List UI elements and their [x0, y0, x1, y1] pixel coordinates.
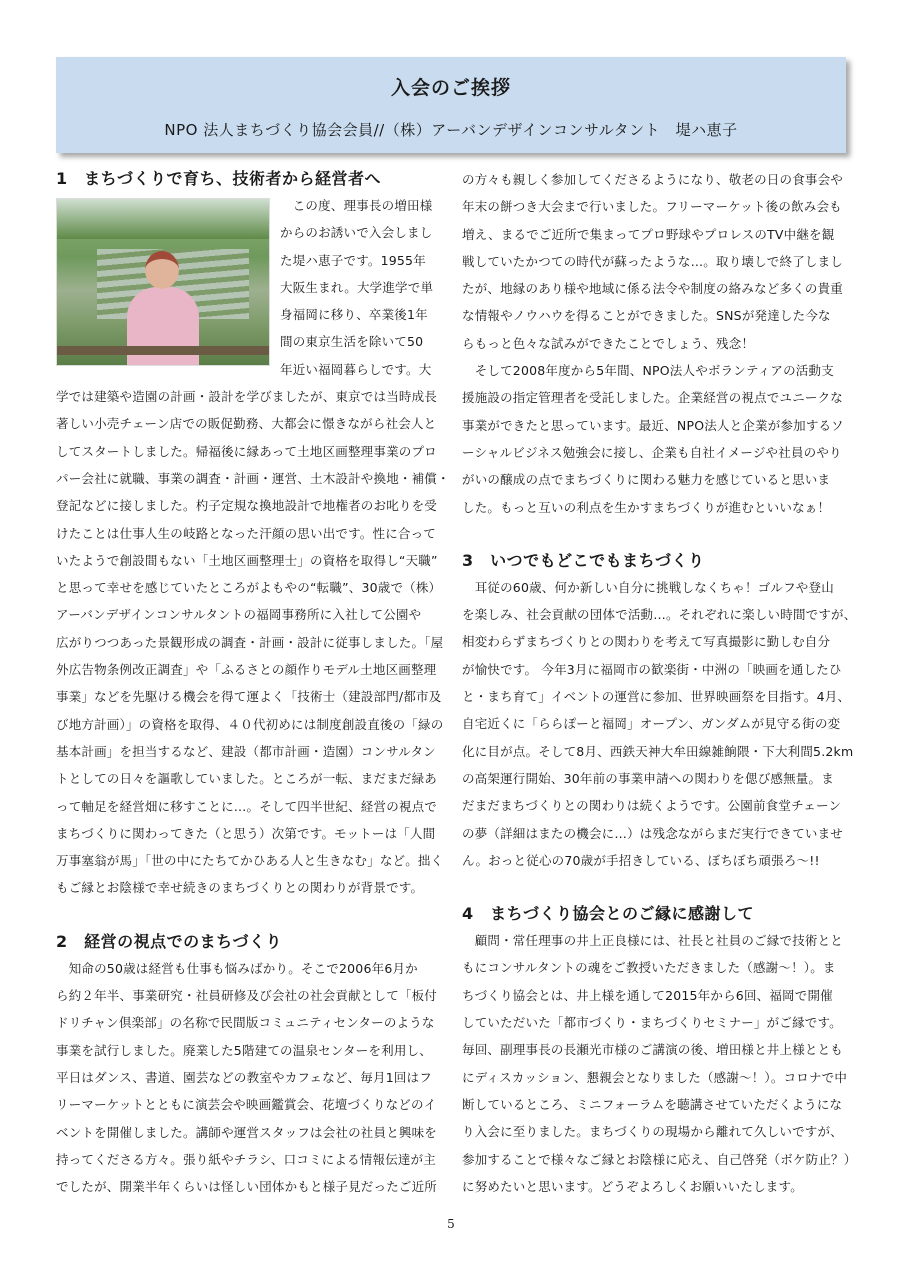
- text-line: アーバンデザインコンサルタントの福岡事務所に入社して公園や: [56, 607, 422, 623]
- text-line: けたことは仕事人生の岐路となった汗顔の思い出です。性に合って: [56, 525, 437, 541]
- text-line: ちづくり協会とは、井上様を通して2015年から6回、福岡で開催: [462, 987, 833, 1003]
- text-line: が愉快です。 今年3月に福岡市の歓楽街・中洲の「映画を通したひ: [462, 661, 842, 677]
- text-line: 持ってくださる方々。張り紙やチラシ、口コミによる情報伝達が主: [56, 1151, 437, 1167]
- text-line: 事業」などを先駆ける機会を得て運よく「技術士（建設部門/都市及: [56, 689, 442, 705]
- text-line: もにコンサルタントの魂をご教授いただきました（感謝～！）。ま: [462, 960, 836, 976]
- text-line: と・まち育て」イベントの運営に参加、世界映画祭を目指す。4月、: [462, 689, 851, 705]
- text-line: の方々も親しく参加してくださるようになり、敬老の日の食事会や: [462, 172, 844, 187]
- text-line: 戦していたかつての時代が蘇ったような…。取り壊しで終了しまし: [462, 253, 844, 269]
- text-line: もご縁とお陰様で幸せ続きのまちづくりとの関わりが背景です。: [56, 880, 424, 896]
- text-line: り入会に至りました。まちづくりの現場から離れて久しいですが、: [462, 1124, 843, 1140]
- text-line: に努めたいと思います。どうぞよろしくお願いいたします。: [462, 1178, 803, 1194]
- text-line: パー会社に就職、事業の調査・計画・運営、土木設計や換地・補償・: [56, 470, 450, 486]
- text-line: の高架運行開始、30年前の事業申請への関わりを偲び感無量。ま: [462, 770, 834, 786]
- text-line: 万事塞翁が馬」「世の中にたちてかひある人と生きなむ」など。拙く: [56, 853, 444, 869]
- section-2-body: [56, 955, 444, 1201]
- text-line: び地方計画）」の資格を取得、４０代初めには制度創設直後の「緑の: [56, 716, 444, 732]
- text-line: 年近い福岡暮らしです。大: [280, 361, 432, 377]
- text-line: ーシャルビジネス勉強会に接し、企業も自社イメージや社員のやり: [462, 444, 842, 460]
- text-line: 参加することで様々なご縁とお陰様に応え、自己啓発（ボケ防止？）: [462, 1151, 857, 1167]
- text-line: がいの醸成の点でまちづくりに関わる魅力を感じていると思いま: [462, 472, 831, 488]
- text-line: の夢（詳細はまたの機会に…）は残念ながらまだ実行できていませ: [462, 825, 844, 841]
- text-line: 耳従の60歳、何か新しい自分に挑戦しなくちゃ！ゴルフや登山: [462, 579, 834, 595]
- text-line: 大阪生まれ。大学進学で単: [280, 279, 434, 295]
- left-column: [56, 166, 450, 1200]
- text-line: にディスカッション、懇親会となりました（感謝～！）。コロナで中: [462, 1069, 848, 1085]
- text-line: 外広告物条例改正調査」や「ふるさとの顔作りモデル土地区画整理: [56, 662, 437, 678]
- text-line: 基本計画」を担当するなど、建設（都市計画・造園）コンサルタン: [56, 743, 436, 759]
- header-box: [56, 57, 846, 153]
- text-line: 援施設の指定管理者を受託しました。企業経営の視点でユニークな: [462, 390, 844, 406]
- text-line: らもっと色々な試みができたことでしょう、残念！: [462, 335, 755, 351]
- text-line: 広がりつつあった景観形成の調査・計画・設計に従事しました。「屋: [56, 634, 444, 650]
- text-line: 化に目が点。そして8月、西鉄天神大牟田線雑餉隈・下大利間5.2km: [462, 743, 854, 759]
- author-line: NPO 法人まちづくり協会会員//（株）アーバンデザインコンサルタント 堤ハ恵子: [164, 121, 738, 139]
- text-line: した。もっと互いの利点を生かすまちづくりが進むといいなぁ！: [462, 499, 831, 515]
- text-line: 平日はダンス、書道、園芸などの教室やカフェなど、毎月1回はフ: [56, 1069, 432, 1085]
- text-line: リーマーケットとともに演芸会や映画鑑賞会、花壇づくりなどのイ: [56, 1097, 437, 1113]
- text-line: だまだまちづくりとの関わりは続くようです。公園前食堂チェーン: [462, 798, 842, 814]
- text-line: 登記などに接しました。杓子定規な換地設計で地権者のお叱りを受: [56, 498, 438, 514]
- text-line: 知命の50歳は経営も仕事も悩みばかり。そこで2006年6月か: [56, 960, 418, 976]
- section-4-body: [462, 927, 857, 1200]
- text-line: まちづくりに関わってきた（と思う）次第です。モットーは「人間: [56, 825, 436, 841]
- text-line: この度、理事長の増田様: [280, 198, 433, 213]
- text-line: からのお誘いで入会しまし: [280, 225, 433, 241]
- text-line: 顧問・常任理事の井上正良様には、社長と社員のご縁で技術とと: [462, 933, 844, 949]
- text-line: って軸足を経営畑に移すことに…。そして四半世紀、経営の視点で: [56, 798, 438, 814]
- text-line: ドリチャン倶楽部」の名称で民間版コミュニティセンターのような: [56, 1015, 435, 1031]
- text-line: 断しているところ、ミニフォーラムを聴講させていただくようにな: [462, 1096, 843, 1112]
- text-line: 自宅近くに「ららぽーと福岡」オープン、ガンダムが見守る街の変: [462, 716, 841, 732]
- text-line: と思って幸せを感じていたところがよもやの“転職”、30歳で（株）: [56, 580, 442, 596]
- text-line: ら約２年半、事業研究・社員研修及び会社の社会貢献として「板付: [56, 988, 438, 1004]
- text-line: な情報やノウハウを得ることができました。SNSが発達した今な: [462, 308, 831, 324]
- text-line: トとしての日々を謳歌していました。ところが一転、まだまだ緑あ: [56, 771, 438, 787]
- text-line: 間の東京生活を除いて50: [280, 334, 424, 350]
- author-photo: [56, 198, 270, 366]
- section-2-title: 2 経営の視点でのまちづくり: [56, 931, 282, 951]
- page-number: 5: [447, 1217, 455, 1231]
- section-1-title: 1 まちづくりで育ち、技術者から経営者へ: [56, 169, 381, 188]
- section-2-body-continued: [462, 166, 850, 521]
- text-line: 相変わらずまちづくりとの関わりを考えて写真撮影に勤しむ自分: [462, 634, 831, 650]
- text-line: 事業を試行しました。廃業した5階建ての温泉センターを利用し、: [56, 1042, 432, 1058]
- right-column: [462, 166, 857, 1200]
- text-line: ベントを開催しました。講師や運営スタッフは会社の社員と興味を: [56, 1124, 438, 1140]
- text-line: いたようで創設間もない「土地区画整理士」の資格を取得し“天職”: [56, 552, 438, 568]
- text-line: ん。おっと従心の70歳が手招きしている、ぼちぼち頑張ろ～!!: [462, 852, 820, 868]
- text-line: た堤ハ恵子です。1955年: [280, 252, 426, 268]
- text-line: 著しい小売チェーン店での販促勤務、大都会に憬きながら社会人と: [56, 416, 437, 432]
- text-line: 身福岡に移り、卒業後1年: [280, 307, 428, 323]
- section-3-body: [462, 574, 857, 874]
- text-line: 事業ができたと思っています。最近、NPO法人と企業が参加するソ: [462, 417, 844, 433]
- text-line: たが、地縁のあり様や地域に係る法令や制度の絡みなど多くの貴重: [462, 281, 844, 297]
- section-4-title: 4 まちづくり協会とのご縁に感謝して: [462, 904, 754, 924]
- text-line: 年末の餅つき大会まで行いました。フリーマーケット後の飲み会も: [462, 199, 842, 215]
- text-line: 毎回、副理事長の長瀬光市様のご講演の後、増田様と井上様ととも: [462, 1042, 844, 1058]
- text-line: 増え、まるでご近所で集まってプロ野球やプロレスのTV中継を観: [462, 226, 835, 242]
- text-line: 学では建築や造園の計画・設計を学びましたが、東京では当時成長: [56, 389, 438, 405]
- text-line: を楽しみ、社会貢献の団体で活動…。それぞれに楽しい時間ですが、: [462, 607, 857, 623]
- page-title: 入会のご挨拶: [390, 77, 511, 99]
- text-line: してスタートしました。帰福後に縁あって土地区画整理事業のプロ: [56, 443, 437, 459]
- text-line: でしたが、開業半年くらいは怪しい団体かもと様子見だったご近所: [56, 1179, 438, 1195]
- text-line: していただいた「都市づくり・まちづくりセミナー」がご縁です。: [462, 1015, 842, 1031]
- text-line: そして2008年度から5年間、NPO法人やボランティアの活動支: [462, 363, 834, 379]
- section-3-title: 3 いつでもどこでもまちづくり: [462, 550, 705, 570]
